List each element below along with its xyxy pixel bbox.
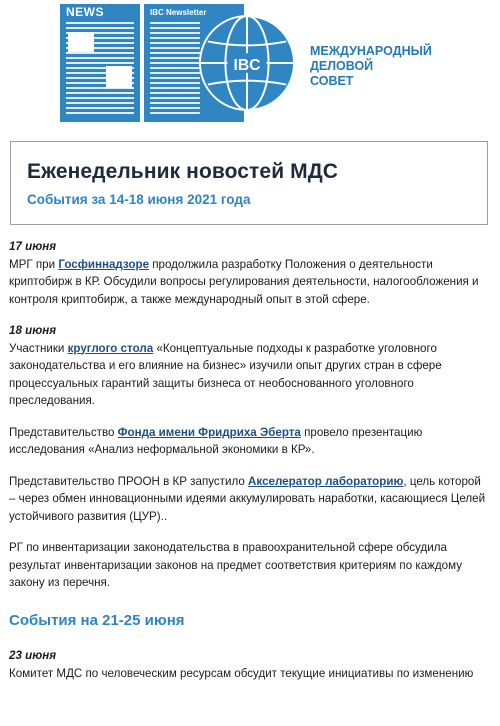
newsletter-title-box [10,141,488,225]
ibc-newsletter-label: IBC Newsletter [150,8,207,17]
news-paper-graphic [60,4,140,122]
newsletter-title: Еженедельник новостей МДС [27,160,339,183]
accelerator-lab-link[interactable]: Акселератор лабораторию [248,474,404,488]
news-item [9,539,489,592]
news-text: Комитет МДС по человеческим ресурсам обсудит текущие инициативы по изменению [9,666,474,680]
gosfinnadzor-link[interactable]: Госфиннадзоре [58,257,150,271]
ebert-foundation-link[interactable]: Фонда имени Фридриха Эберта [117,425,301,439]
ibc-logo-text: IBC [233,56,261,74]
news-text: Представительство ПРООН в КР запустило Акселератор лабораторию, цель которой – через обмен инновационными идеями аккумулировать наработки, касающиеся Целей устойчивого развития (ЦУР).. [9,474,486,523]
ibc-globe-logo-icon [198,14,296,112]
organization-name: МЕЖДУНАРОДНЫЙ ДЕЛОВОЙ СОВЕТ [310,44,432,88]
newsletter-content [9,238,489,682]
news-paper-label: NEWS [66,5,104,19]
newsletter-subtitle: События за 14-18 июня 2021 года [27,192,251,207]
news-date: 23 июня [9,649,57,662]
news-item [9,647,489,682]
news-text: Участники круглого стола «Концептуальные подходы к разработке уголовного законодательства и его влияние на бизнес» изучили опыт других стран в сфере процессуальных гарантий защиты бизнеса от необоснованного уголовного преследования. [9,341,442,407]
newsletter-header [0,0,500,132]
news-text: Представительство Фонда имени Фридриха Эберта провело презентацию исследования «Анализ неформальной экономики в КР». [9,425,423,456]
news-item [9,473,489,526]
news-text: РГ по инвентаризации законодательства в правоохранительной сфере обсудила результат инвентаризации законов на предмет соответствия критериям по каждому закону из перечня. [9,541,463,589]
round-table-link[interactable]: круглого стола [67,341,154,355]
globe-thumbnail-icon [68,32,94,52]
section-title: События на 21-25 июня [9,611,185,629]
news-item [9,322,489,410]
news-item [9,424,489,459]
news-item [9,238,489,308]
news-date: 18 июня [9,324,57,337]
news-date: 17 июня [9,240,57,253]
news-text: МРГ при Госфиннадзоре продолжила разработку Положения о деятельности криптобирж в КР. Обсудили вопросы регулирования деятельности, налогообложения и контроля криптобирж, а также международный опыт в этой сфере. [9,257,479,306]
